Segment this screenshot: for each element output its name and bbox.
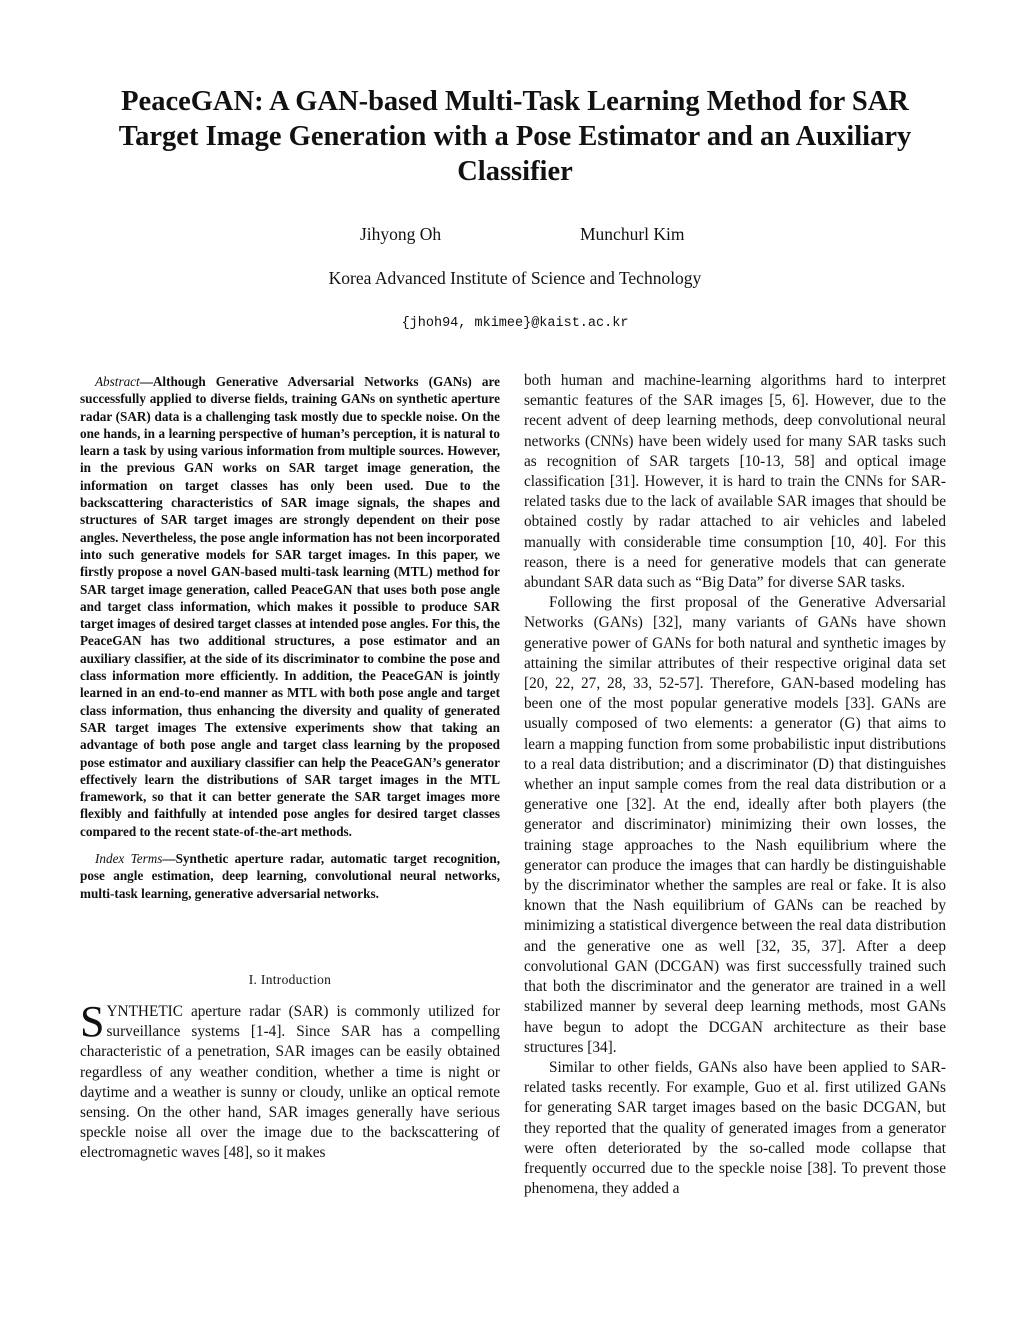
body-paragraph: Similar to other fields, GANs also have been applied to SAR-related tasks recently. For example, Guo et al. first utilized GANs for generating SAR target images based on the basic DCGAN, but they reported that the quality of generated images from a generator were often deteriorated by the so-called mode collapse that frequently occurred due to the speckle noise [38]. To prevent those phenomena, they added a xyxy=(524,1058,946,1198)
index-terms-label: Index Terms xyxy=(95,851,163,867)
abstract xyxy=(80,373,500,840)
intro-paragraph xyxy=(80,996,500,1164)
index-terms-text: —Synthetic aperture radar, automatic target recognition, pose angle estimation, deep learning, convolutional neural networks, multi-task learning, generative adversarial networks. xyxy=(80,851,500,901)
abstract-label: Abstract xyxy=(95,374,140,389)
drop-cap: S xyxy=(80,996,105,1046)
affiliation: Korea Advanced Institute of Science and Technology xyxy=(328,268,702,288)
author-name: Munchurl Kim xyxy=(580,224,685,244)
paper-title: PeaceGAN: A GAN-based Multi-Task Learning Method for SAR Target Image Generation with a Pose Estimator and an Auxiliary Classifier xyxy=(118,86,912,187)
intro-text: YNTHETIC aperture radar (SAR) is commonly utilized for surveillance systems [1-4]. Since SAR has a compelling characteristic of a penetration, SAR images can be easily obtained regardless of any weather condition, whether a time is night or daytime and a weather is sunny or cloudy, unlike an optical remote sensing. On the other hand, SAR images generally have serious speckle noise all over the image due to the backscattering of electromagnetic waves [48], so it makes xyxy=(80,1002,500,1162)
author-email: {jhoh94, mkimee}@kaist.ac.kr xyxy=(401,316,629,331)
section-heading: I. Introduction xyxy=(248,971,332,987)
index-terms xyxy=(80,850,500,902)
body-paragraph: Following the first proposal of the Generative Adversarial Networks (GANs) [32], many variants of GANs have shown generative power of GANs for both natural and synthetic images by attaining the similar attributes of their respective original data set [20, 22, 27, 28, 33, 52-57]. Therefore, GAN-based modeling has been one of the most popular generative models [33]. GANs are usually composed of two elements: a generator (G) that aims to learn a mapping function from some probabilistic input distributions to a real data distribution; and a discriminator (D) that distinguishes whether an input sample comes from the real data distribution or a generative one [32]. At the end, ideally after both players (the generator and discriminator) minimizing their own losses, the training stage approaches to the Nash equilibrium where the generator can produce the images that can hardly be distinguishable by the discriminator whether the samples are real or fake. It is also known that the Nash equilibrium of GANs can be reached by minimizing a statistical divergence between the real data distribution and the generative one as well [32, 35, 37]. After a deep convolutional GAN (DCGAN) was first successfully trained such that both the discriminator and the generator are trained in a well stabilized manner by several deep learning methods, most GANs have begun to adopt the DCGAN architecture as their base structures [34]. xyxy=(524,594,946,1056)
body-paragraph: both human and machine-learning algorithms hard to interpret semantic features of the SAR images [5, 6]. However, due to the recent advent of deep learning methods, deep convolutional neural networks (CNNs) have been widely used for many SAR tasks such as recognition of SAR targets [10-13, 58] and optical image classification [31]. However, it is hard to train the CNNs for SAR-related tasks due to the lack of available SAR images that should be obtained costly by radar attached to air vehicles and labeled manually with considerable time consumption [10, 40]. For this reason, there is a need for generative models that can generate abundant SAR data such as “Big Data” for diverse SAR tasks. xyxy=(524,372,946,592)
left-column xyxy=(80,373,500,1164)
abstract-text: —Although Generative Adversarial Networks (GANs) are successfully applied to diverse fields, training GANs on synthetic aperture radar (SAR) data is a challenging task mostly due to speckle noise. On the one hands, in a learning perspective of human’s perception, it is natural to learn a task by using various information from multiple sources. However, in the previous GAN works on SAR target image generation, the information on target classes has only been used. Due to the backscattering characteristics of SAR image signals, the shapes and structures of SAR target images are strongly dependent on their pose angles. Nevertheless, the pose angle information has not been incorporated into such generative models for SAR target images. In this paper, we firstly propose a novel GAN-based multi-task learning (MTL) method for SAR target image generation, called PeaceGAN that uses both pose angle and target class information, which makes it possible to produce SAR target images of desired target classes at intended pose angles. For this, the PeaceGAN has two additional structures, a pose estimator and an auxiliary classifier, at the side of its discriminator to combine the pose and class information more efficiently. In addition, the PeaceGAN is jointly learned in an end-to-end manner as MTL with both pose angle and target class information, thus enhancing the diversity and quality of generated SAR target images The extensive experiments show that taking an advantage of both pose angle and target class learning by the proposed pose estimator and auxiliary classifier can help the PeaceGAN’s generator effectively learn the distributions of SAR target images in the MTL framework, so that it can better generate the SAR target images more flexibly and faithfully at intended pose angles for desired target classes compared to the recent state-of-the-art methods. xyxy=(80,374,500,839)
right-column xyxy=(524,371,946,1199)
author-name: Jihyong Oh xyxy=(360,224,442,244)
